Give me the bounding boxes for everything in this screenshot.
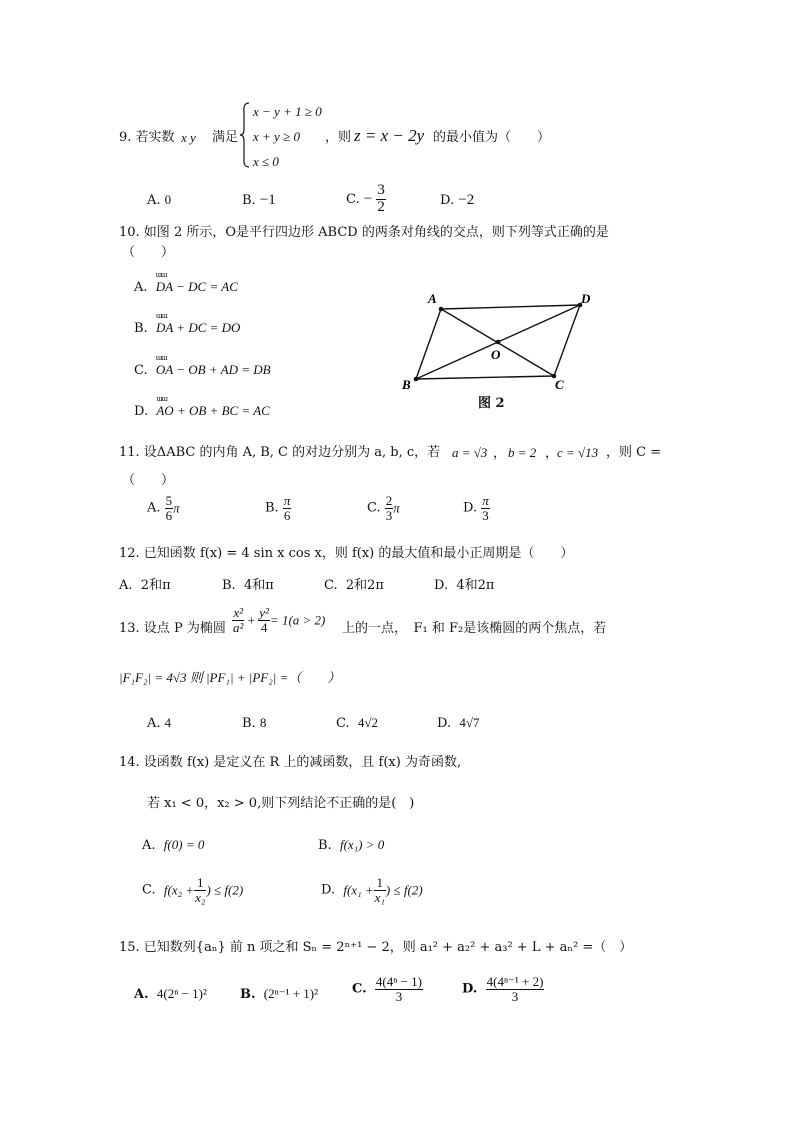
q14-cond: 若 x₁ < 0，x₂ > 0,则下列结论不正确的是( ) (147, 796, 415, 811)
q13-stem-b: 上的一点， F₁ 和 F₂是该椭圆的两个焦点，若 (342, 621, 607, 636)
q9-stem-a: 9. 若实数 (119, 130, 175, 145)
q11-paren: （ ） (122, 473, 175, 488)
label-o: O (491, 347, 501, 362)
q11-stem-a: 11. 设ΔABC 的内角 A, B, C 的对边分别为 a, b, c，若 (119, 445, 441, 460)
q9-ineq-2: x + y ≥ 0 (253, 129, 300, 144)
q11-cond-c: c = √13 (557, 445, 599, 460)
label-d: D (581, 291, 591, 306)
q15-stem: 15. 已知数列{aₙ} 前 n 项之和 Sₙ = 2ⁿ⁺¹ − 2，则 a₁² + a₂² + a₃² + L + aₙ² =（ ） (119, 940, 633, 955)
q10-stem: 10. 如图 2 所示，O是平行四边形 ABCD 的两条对角线的交点，则下列等式正确的是 (119, 225, 609, 240)
q10-paren: （ ） (122, 245, 175, 260)
q13-opt-a: A. 4 (147, 715, 172, 731)
q9-stem-d: 的最小值为（ ） (433, 130, 551, 145)
label-c: C (555, 377, 564, 392)
q12-opt-b: B. 4和π (222, 578, 274, 593)
label-b: B (402, 377, 411, 392)
q15-opt-b: B. (2ⁿ⁻¹ + 1)² (240, 986, 319, 1002)
q13-opt-c: C. 4√2 (336, 715, 379, 731)
edge-ba (416, 309, 441, 379)
q15-opt-d: D. $\frac{\text{4(4ⁿ⁻¹ + 2)}}{3}$ (462, 974, 544, 1004)
q14-opt-a: A. f(0) = 0 (142, 837, 205, 853)
q13-opt-b: B. 8 (242, 715, 267, 731)
q9-opt-c: C. − $\frac{3}{2}$ (346, 182, 385, 215)
label-a: A (428, 291, 437, 306)
q10-opt-b: B. ɯɯ DA + DC = DO (134, 321, 240, 335)
q13-ellipse-eq: $\frac{\text{x²}}{\text{a²}}$ + $\frac{\text{y²}}{4}$ = 1(a > 2) (233, 605, 326, 635)
q10-opt-c: C. ɯɯ OA − OB + AD = DB (134, 363, 271, 377)
q14-opt-b: B. f(x₁) > 0 (318, 837, 385, 853)
q11-opt-c: C. $\frac{2}{3}$ π (367, 493, 400, 523)
q9-opt-b: B. −1 (242, 192, 276, 208)
q14-opt-d: D. f(x₁ + $\frac{1}{\text{x₁}}$ ) ≤ f(2) (321, 875, 423, 905)
q15-opt-c: C. $\frac{\text{4(4ⁿ − 1)}}{3}$ (352, 974, 423, 1004)
q11-cond-b: b = 2 (508, 445, 537, 460)
q12-opt-d: D. 4和2π (434, 578, 495, 593)
q9-stem-b: 满足 (212, 130, 239, 145)
q10-opt-d: D. ɯɯ AO + OB + BC = AC (134, 404, 270, 418)
q9-expr: z = x − 2y (354, 126, 425, 145)
q11-opt-d: D. $\frac{\pi}{3}$ (463, 493, 489, 523)
edge-ad (441, 305, 580, 309)
q9-ineq-3: x ≤ 0 (253, 154, 279, 169)
q11-opt-a: A. $\frac{5}{6}$ π (147, 493, 180, 523)
point-a (439, 307, 444, 312)
q13-opt-d: D. 4√7 (437, 715, 480, 731)
q11-stem-b: ，则 C = (606, 445, 662, 460)
q15-opt-a: A. 4(2ⁿ − 1)² (134, 986, 207, 1002)
point-b (414, 377, 419, 382)
q9-opt-d: D. −2 (440, 192, 475, 208)
q9-opt-a: A. 0 (147, 192, 172, 208)
q12-stem: 12. 已知函数 f(x) = 4 sin x cos x，则 f(x) 的最大值和最小正周期是（ ） (119, 546, 574, 561)
q10-figure-caption: 图 2 (478, 396, 505, 411)
edge-cb (416, 376, 554, 379)
q9-vars: x y (181, 130, 196, 145)
q9-stem-c: ，则 (325, 130, 352, 145)
q10-opt-a: A. ɯɯ DA − DC = AC (134, 280, 238, 294)
point-o (496, 340, 501, 345)
q12-opt-a: A. 2和π (119, 578, 171, 593)
q13-line2: |F₁F₂| = 4√3 则 |PF₁| + |PF₂| =（ ） (119, 670, 341, 685)
q11-opt-b: B. $\frac{\pi}{6}$ (265, 493, 291, 523)
q9-ineq-1: x − y + 1 ≥ 0 (253, 104, 322, 119)
q14-stem: 14. 设函数 f(x) 是定义在 R 上的减函数，且 f(x) 为奇函数, (119, 755, 462, 770)
q13-stem-a: 13. 设点 P 为椭圆 (119, 621, 226, 636)
q11-cond-a: a = √3 (452, 445, 488, 460)
q9-brace (239, 102, 251, 168)
q14-opt-c: C. f(x₂ + $\frac{1}{\text{x₂}}$ ) ≤ f(2) (142, 875, 244, 905)
q12-opt-c: C. 2和2π (324, 578, 384, 593)
